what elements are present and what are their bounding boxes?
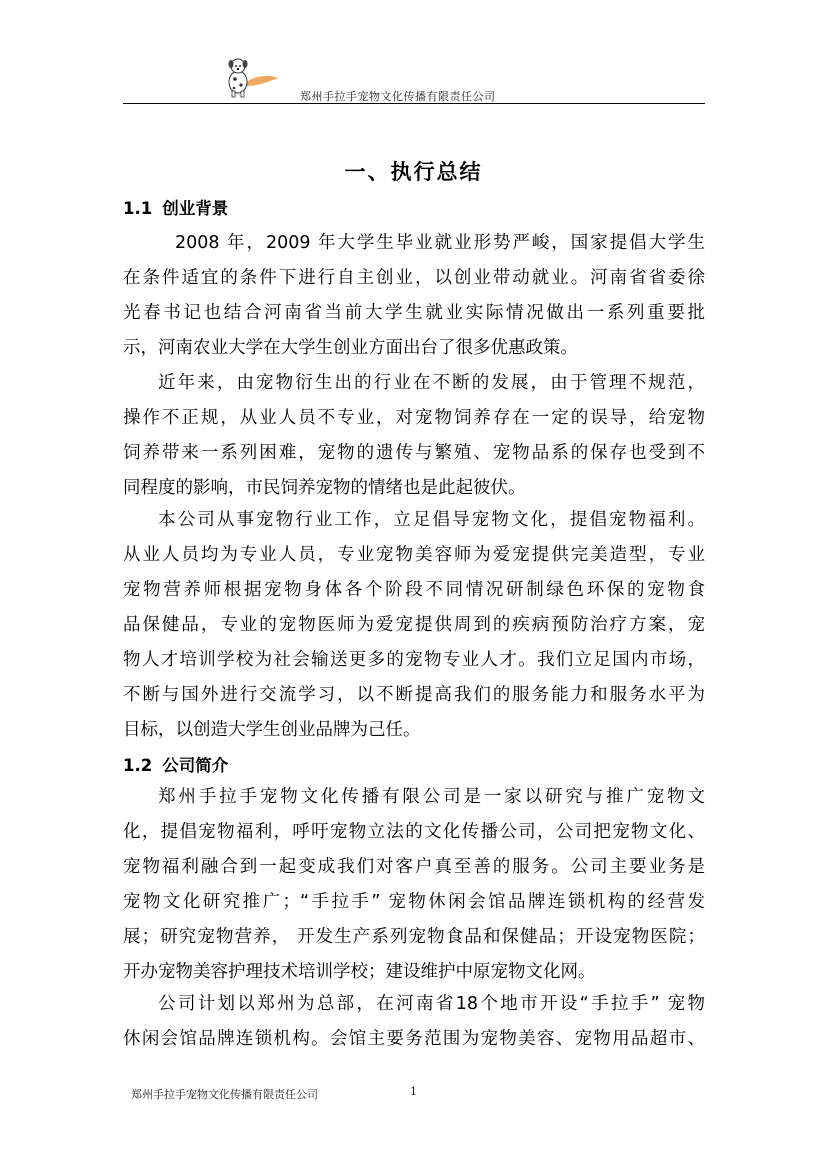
section-heading-1-2 — [123, 752, 228, 776]
text-line: 操作不正规，从业人员不专业，对宠物饲养存在一定的误导，给宠物 — [123, 408, 705, 428]
text-line: 示，河南农业大学在大学生创业方面出台了很多优惠政策。 — [123, 338, 578, 358]
header-company-name: 郑州手拉手宠物文化传播有限责任公司 — [300, 90, 496, 103]
paragraph — [123, 503, 705, 748]
text-line: 光春书记也结合河南省当前大学生就业实际情况做出一系列重要批 — [123, 303, 705, 323]
footer-company-name: 郑州手拉手宠物文化传播有限责任公司 — [131, 1088, 318, 1101]
text-line: 从业人员均为专业人员，专业宠物美容师为爱宠提供完美造型，专业 — [123, 545, 705, 565]
text-line: 宠物福利融合到一起变成我们对客户真至善的服务。公司主要业务是 — [123, 857, 705, 877]
text-line: 本公司从事宠物行业工作，立足倡导宠物文化，提倡宠物福利。 — [158, 510, 705, 530]
section-heading-1-1 — [123, 195, 228, 219]
section-title: 公司简介 — [162, 756, 229, 775]
text-line: 郑州手拉手宠物文化传播有限公司是一家以研究与推广宠物文 — [158, 787, 705, 807]
header-divider — [123, 103, 705, 104]
text-line: 物人才培训学校为社会输送更多的宠物专业人才。我们立足国内市场， — [123, 650, 705, 670]
text-line: 化，提倡宠物福利，呼吁宠物立法的文化传播公司，公司把宠物文化、 — [123, 822, 705, 842]
text-line: 2008 年，2009 年大学生毕业就业形势严峻，国家提倡大学生 — [175, 233, 705, 253]
document-title: 一、执行总结 — [344, 160, 483, 184]
section-number: 1.2 — [123, 756, 153, 775]
paragraph — [123, 226, 705, 366]
text-line: 宠物文化研究推广；“手拉手” 宠物休闲会馆品牌连锁机构的经营发 — [123, 892, 705, 912]
text-line: 饲养带来一系列困难，宠物的遗传与繁殖、宠物品系的保存也受到不 — [123, 443, 705, 463]
text-line: 品保健品，专业的宠物医师为爱宠提供周到的疾病预防治疗方案，宠 — [123, 615, 705, 635]
text-line: 宠物营养师根据宠物身体各个阶段不同情况研制绿色环保的宠物食 — [123, 580, 705, 600]
paragraph — [123, 780, 705, 990]
text-line: 展；研究宠物营养， 开发生产系列宠物食品和保健品；开设宠物医院； — [123, 927, 705, 947]
text-line: 在条件适宜的条件下进行自主创业，以创业带动就业。河南省省委徐 — [123, 268, 705, 288]
text-line: 休闲会馆品牌连锁机构。会馆主要务范围为宠物美容、宠物用品超市、 — [123, 1029, 705, 1049]
text-line: 目标，以创造大学生创业品牌为己任。 — [123, 720, 421, 740]
dog-mascot-logo-icon — [218, 52, 278, 102]
paragraph — [123, 987, 705, 1057]
text-line: 同程度的影响，市民饲养宠物的情绪也是此起彼伏。 — [123, 478, 526, 498]
section-number: 1.1 — [123, 199, 153, 218]
text-line: 不断与国外进行交流学习，以不断提高我们的服务能力和服务水平为 — [123, 685, 705, 705]
text-line: 公司计划以郑州为总部，在河南省18个地市开设“手拉手” 宠物 — [158, 994, 705, 1014]
paragraph — [123, 366, 705, 506]
page-number: 1 — [410, 1085, 417, 1098]
text-line: 开办宠物美容护理技术培训学校；建设维护中原宠物文化网。 — [123, 962, 596, 982]
section-title: 创业背景 — [162, 199, 229, 218]
text-line: 近年来，由宠物衍生出的行业在不断的发展，由于管理不规范， — [158, 373, 705, 393]
